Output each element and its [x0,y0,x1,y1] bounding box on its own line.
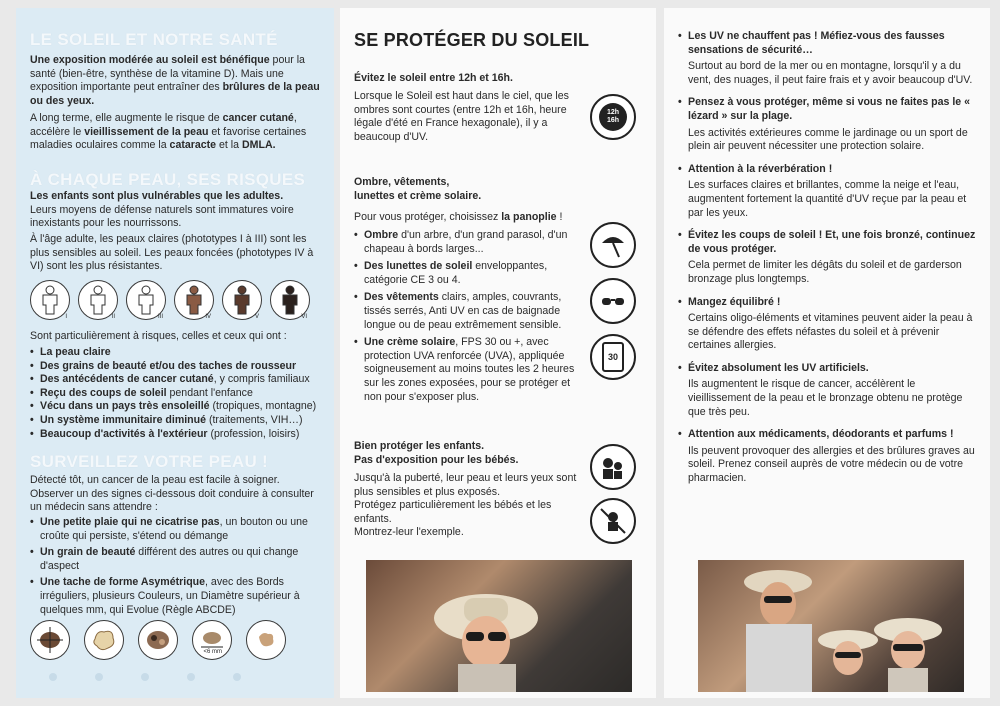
detection-paragraph: Détecté tôt, un cancer de la peau est facile à soigner. Observer un des signes ci-dessous doit conduire à consulter un médecin sans attendre : [30,474,314,514]
family-with-hats-photo [698,560,964,692]
children-paragraph [30,190,322,231]
panoply-head-line1: Ombre, vêtements, [354,176,450,188]
children-head-line2: Pas d'exposition pour les bébés. [354,453,519,466]
longterm-bold-3: cataracte [169,139,217,152]
phototype-label: I [65,314,67,320]
panoply-head-line2: lunettes et crème solaire. [354,189,482,202]
signs-list [30,516,322,617]
family-icon [590,444,636,490]
child-with-hat-photo [366,560,632,692]
intro-text: pour la santé (bien-être, synthèse de la vitamine D). Mais une exposition importante peut entraîner des [30,54,305,94]
phototype-icon [126,280,166,320]
list-item: • Des grains de beauté et/ou des taches de rousseur [30,360,322,374]
longterm-bold-4: DMLA. [242,139,276,152]
spf-label: 30 [602,342,624,372]
longterm-paragraph [30,112,322,153]
no-baby-sun-icon [590,498,636,544]
list-item: • Un grain de beauté différent des autres ou qui change d'aspect [30,546,322,573]
list-item: • Une petite plaie qui ne cicatrise pas, un bouton ou une croûte qui persiste, s'étend ou démange [30,516,322,543]
longterm-text-a: A long terme, elle augmente le risque de [30,112,223,124]
clock-icon [590,94,636,140]
middle-panel [340,8,656,698]
heading-sun-health: LE SOLEIL ET NOTRE SANTÉ [30,30,278,49]
advice-list [678,30,978,495]
children-bold: Les enfants sont plus vulnérables que les adultes. [30,190,284,202]
diameter-label: <6 mm [203,649,222,655]
phototype-label: III [157,314,163,320]
risk-intro: Sont particulièrement à risques, celles et ceux qui ont : [30,330,287,342]
panoply-list [354,229,578,404]
children-text-2: Protégez particulièrement les bébés et les enfants. [354,499,552,525]
list-item: • Des lunettes de soleil enveloppantes, catégorie CE 3 ou 4. [354,260,578,287]
phototype-label: V [254,314,259,320]
right-panel [664,8,990,698]
evolution-icon [246,620,286,660]
list-item: • Attention aux médicaments, déodorants et parfums ! Ils peuvent provoquer des allergies et des brûlures graves au soleil. Prenez conseil auprès de votre médecin ou de votre pharmacien. [678,428,978,485]
phototype-icon [174,280,214,320]
longterm-text-e: et la [216,139,242,152]
section-head-panoply [354,176,644,203]
diameter-icon [192,620,232,660]
longterm-bold-2: vieillissement de la peau [84,125,209,138]
colors-icon [138,620,178,660]
list-item: • La peau claire [30,346,322,360]
intro-paragraph [30,54,322,108]
children-text-3: Montrez-leur l'exemple. [354,526,464,539]
asymmetry-icon [30,620,70,660]
list-item: • Des antécédents de cancer cutané, y compris familiaux [30,373,322,387]
list-item: • Mangez équilibré ! Certains oligo-éléments et vitamines peuvent aider la peau à se défendre des effets néfastes du soleil et à prévenir certaines allergies. [678,296,978,353]
heading-skin-risks: À CHAQUE PEAU, SES RISQUES [30,170,306,189]
list-item: • Évitez les coups de soleil ! Et, une fois bronzé, continuez de vous protéger. Cela permet de limiter les dégâts du soleil et de garderson bronzage plus longtemps. [678,229,978,286]
list-item: • Beaucoup d'activités à l'extérieur (profession, loisirs) [30,428,322,442]
heading-watch-skin: SURVEILLEZ VOTRE PEAU ! [30,452,269,471]
section-head-hours: Évitez le soleil entre 12h et 16h. [354,72,513,84]
children-text-1: Jusqu'à la puberté, leur peau et leurs yeux sont plus sensibles et plus exposés. [354,472,577,498]
panoply-intro: Pour vous protéger, choisissez la panoplie ! [354,211,563,223]
longterm-bold-1: cancer cutané [222,112,294,124]
list-item: • Reçu des coups de soleil pendant l'enfance [30,387,322,401]
adult-paragraph: À l'âge adulte, les peaux claires (phototypes I à III) sont les plus sensibles au soleil. Les peaux foncées (phototypes IV à VI) sont les plus résistantes. [30,233,314,273]
phototype-label: IV [205,314,211,320]
sunscreen-icon [590,334,636,380]
phototype-label: II [111,314,115,320]
parasol-icon [590,222,636,268]
list-item: • Vécu dans un pays très ensoleillé (tropiques, montagne) [30,400,322,414]
hours-paragraph: Lorsque le Soleil est haut dans le ciel, que les ombres sont courtes (entre 12h et 16h, heure légale d'été en France hexagonale), il y a beaucoup d'UV. [354,90,569,143]
phototype-icon [222,280,262,320]
border-icon [84,620,124,660]
risk-list [30,346,322,441]
phototype-icon [30,280,70,320]
clock-label-top: 12h [606,109,620,116]
abcde-dots [30,668,322,686]
list-item: • Évitez absolument les UV artificiels. Ils augmentent le risque de cancer, accélèrent le vieillissement de la peau et le bronzage obtenu ne protège que très peu. [678,362,978,419]
longterm-text-d: et favorise certaines maladies oculaires comme la [30,125,307,152]
page-title: SE PROTÉGER DU SOLEIL [354,30,590,50]
phototype-icons [30,280,322,320]
clock-label-bottom: 16h [606,117,620,124]
list-item: • Une tache de forme Asymétrique, avec des Bords irréguliers, plusieurs Couleurs, un Diamètre supérieur à quelques mm, qui Evolue (Règle ABCDE) [30,576,322,617]
list-item: • Un système immunitaire diminué (traitements, VIH…) [30,414,322,428]
list-item: • Attention à la réverbération ! Les surfaces claires et brillantes, comme la neige et l'eau, augmentent fortement la quantité d'UV reçue par la peau et par les yeux. [678,163,978,220]
longterm-text-c: , accélère le [30,112,297,138]
intro-bold-2: brûlures de la peau ou des yeux. [30,81,320,107]
children-protect-paragraph [354,472,578,540]
list-item: • Ombre d'un arbre, d'un grand parasol, d'un chapeau à bords larges... [354,229,578,256]
left-panel [16,8,334,698]
phototype-icon [270,280,310,320]
phototype-icon [78,280,118,320]
phototype-label: VI [301,314,307,320]
list-item: • Les UV ne chauffent pas ! Méfiez-vous des fausses sensations de sécurité… Surtout au bord de la mer ou en montagne, lorsqu'il y a du vent, des nuages, il peut faire frais et y avoir beaucoup d'UV. [678,30,978,87]
list-item: • Pensez à vous protéger, même si vous ne faites pas le « lézard » sur la plage. Les activités extérieures comme le jardinage ou un sport de plein air peuvent nécessiter une protection solaire. [678,96,978,153]
list-item: • Une crème solaire, FPS 30 ou +, avec protection UVA renforcée (UVA), appliquée soigneusement au moins toutes les 2 heures sur les zones exposées, pour se protéger et non pour s'exposer plus. [354,336,578,404]
abcde-icons [30,620,322,660]
list-item: • Des vêtements clairs, amples, couvrants, tissés serrés, Anti UV en cas de baignade longue ou de peau extrêmement sensible. [354,291,578,332]
sunglasses-icon [590,278,636,324]
children-text: Leurs moyens de défense naturels sont immatures voire inexistants pour les nourrissons. [30,203,294,230]
intro-bold: Une exposition modérée au soleil est bénéfique [30,54,270,66]
children-head-line1: Bien protéger les enfants. [354,440,485,452]
